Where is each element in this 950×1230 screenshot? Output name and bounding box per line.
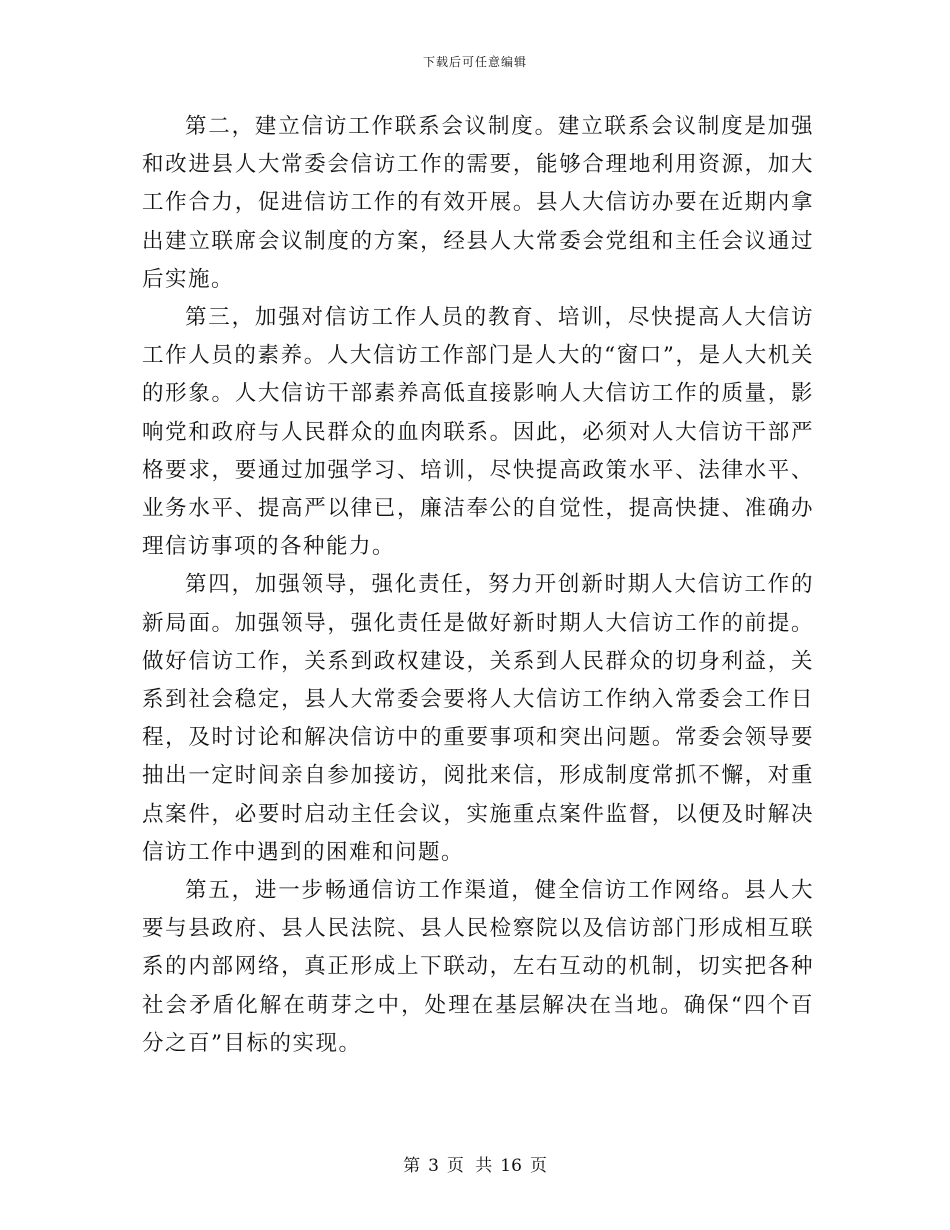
footer-suffix: 页 — [529, 1156, 547, 1176]
page-header-note: 下载后可任意编辑 — [422, 55, 527, 69]
document-body — [142, 108, 814, 1063]
paragraph-fourth-point: 第四，加强领导，强化责任，努力开创新时期人大信访工作的新局面。加强领导，强化责任是做好新时期人大信访工作的前提。做好信访工作，关系到政权建设，关系到人民群众的切身利益，关系到社会稳定，县人大常委会要将人大信访工作纳入常委会工作日程，及时讨论和解决信访中的重要事项和突出问题。常委会领导要抽出一定时间亲自参加接访，阅批来信，形成制度常抓不懈，对重点案件，必要时启动主任会议，实施重点案件监督，以便及时解决信访工作中遇到的困难和问题。 — [142, 572, 814, 865]
paragraph-third-point: 第三，加强对信访工作人员的教育、培训，尽快提高人大信访工作人员的素养。人大信访工作部门是人大的“窗口”，是人大机关的形象。人大信访干部素养高低直接影响人大信访工作的质量，影响党和政府与人民群众的血肉联系。因此，必须对人大信访干部严格要求，要通过加强学习、培训，尽快提高政策水平、法律水平、业务水平、提高严以律已，廉洁奉公的自觉性，提高快捷、准确办理信访事项的各种能力。 — [142, 305, 814, 560]
paragraph-second-point: 第二，建立信访工作联系会议制度。建立联系会议制度是加强和改进县人大常委会信访工作的需要，能够合理地利用资源，加大工作合力，促进信访工作的有效开展。县人大信访办要在近期内拿出建立联席会议制度的方案，经县人大常委会党组和主任会议通过后实施。 — [142, 114, 814, 292]
paragraph-fifth-point: 第五，进一步畅通信访工作渠道，健全信访工作网络。县人大要与县政府、县人民法院、县人民检察院以及信访部门形成相互联系的内部网络，真正形成上下联动，左右互动的机制，切实把各种社会矛盾化解在萌芽之中，处理在基层解决在当地。确保“四个百分之百”目标的实现。 — [142, 878, 814, 1056]
page-footer — [0, 1155, 950, 1177]
footer-middle: 页 共 — [446, 1156, 493, 1176]
footer-prefix: 第 — [403, 1156, 421, 1176]
footer-current-page: 3 — [428, 1156, 439, 1176]
footer-total-pages: 16 — [500, 1156, 522, 1176]
